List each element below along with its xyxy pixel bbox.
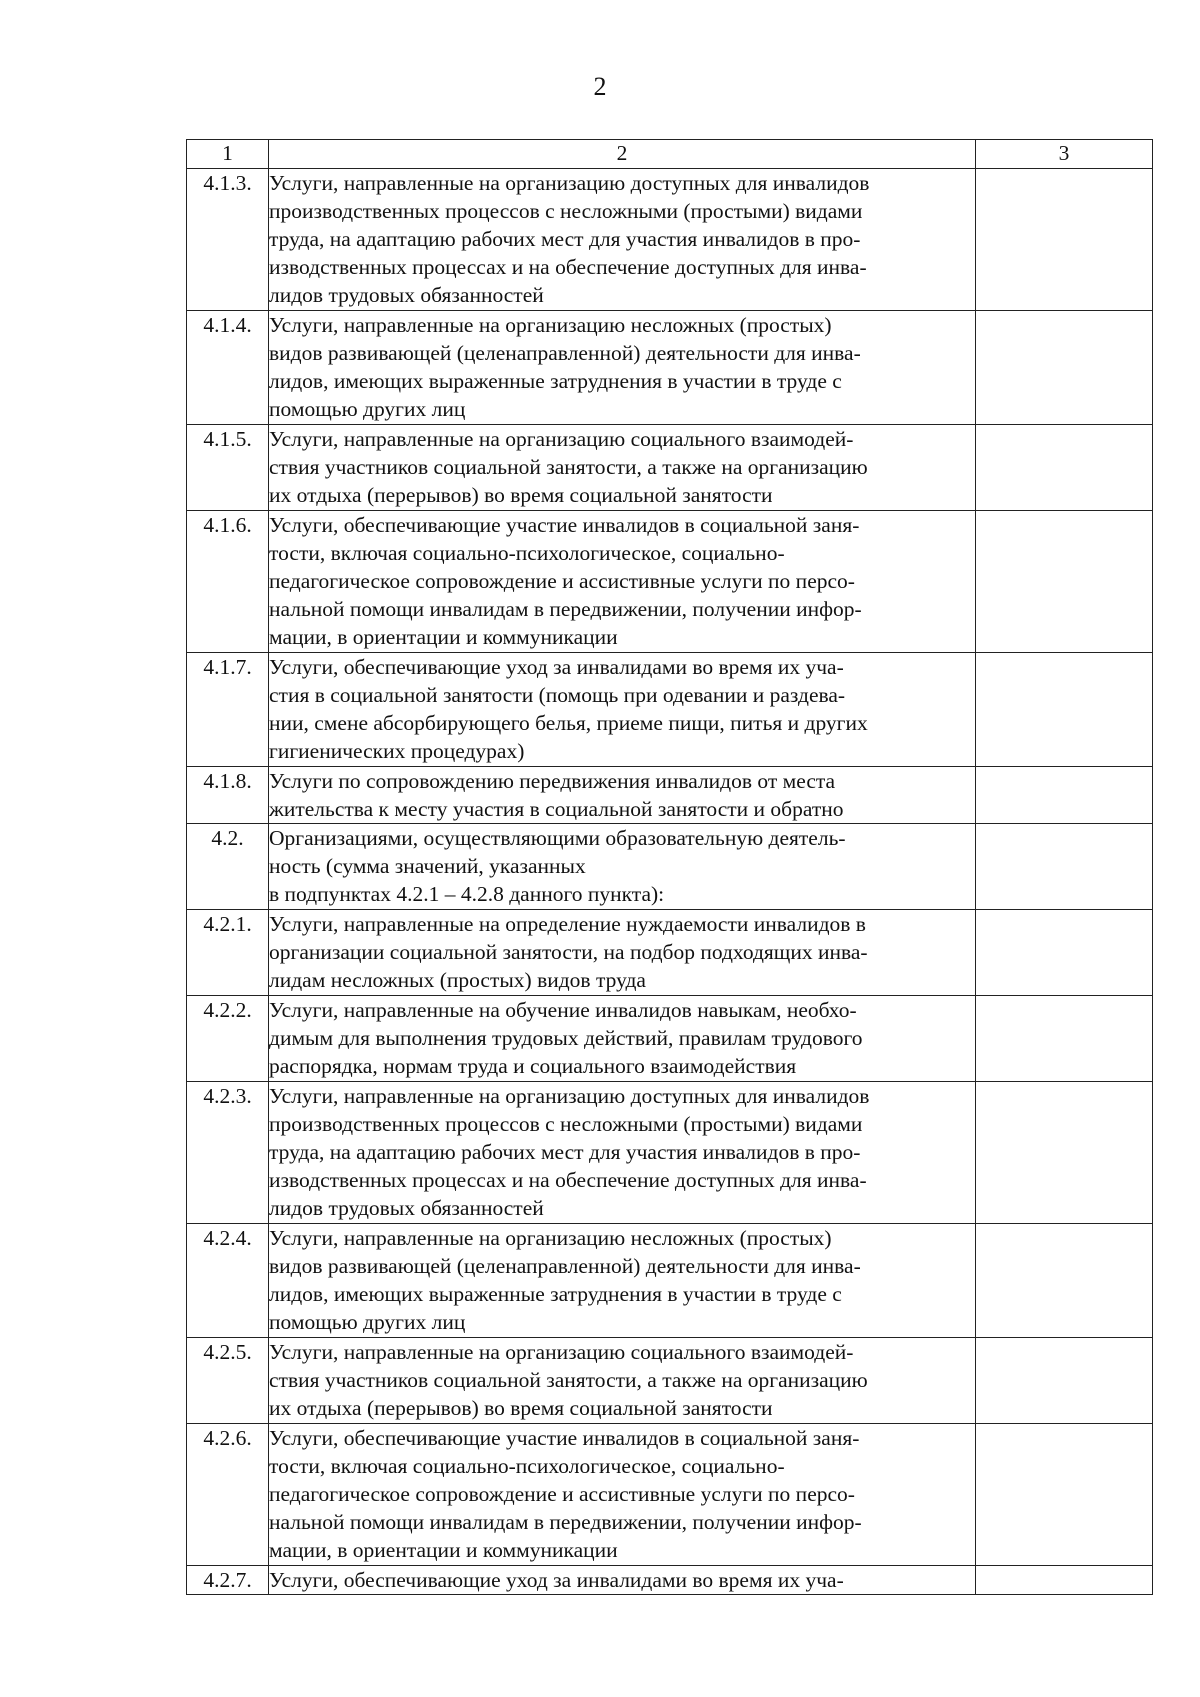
item-value-cell [976, 1566, 1153, 1595]
table-row [187, 425, 1153, 511]
description-line: тости, включая социально-психологическое, социально- [269, 1454, 785, 1478]
table-row [187, 1424, 1153, 1566]
description-line: лидов, имеющих выраженные затруднения в участии в труде с [269, 1282, 842, 1306]
item-description [269, 767, 976, 824]
description-line: Услуги, обеспечивающие участие инвалидов в социальной заня- [269, 513, 860, 537]
table-row [187, 910, 1153, 996]
description-line: лидов трудовых обязанностей [269, 1196, 544, 1220]
item-number: 4.2.2. [187, 996, 269, 1082]
description-line: лидов, имеющих выраженные затруднения в участии в труде с [269, 369, 842, 393]
table-row [187, 767, 1153, 824]
item-description [269, 824, 976, 910]
item-number: 4.2.6. [187, 1424, 269, 1566]
table-row [187, 1224, 1153, 1338]
item-description [269, 1082, 976, 1224]
description-line: ствия участников социальной занятости, а также на организацию [269, 1368, 868, 1392]
description-line: лидов трудовых обязанностей [269, 283, 544, 307]
item-number: 4.2.4. [187, 1224, 269, 1338]
item-description [269, 425, 976, 511]
description-line: Услуги, обеспечивающие уход за инвалидами во время их уча- [269, 1568, 844, 1592]
description-line: нии, смене абсорбирующего белья, приеме пищи, питья и других [269, 711, 868, 735]
item-number: 4.1.8. [187, 767, 269, 824]
item-value-cell [976, 511, 1153, 653]
item-description [269, 996, 976, 1082]
table-header-row [187, 140, 1153, 169]
description-line: Услуги по сопровождению передвижения инвалидов от места [269, 769, 836, 793]
description-line: видов развивающей (целенаправленной) деятельности для инва- [269, 341, 861, 365]
table-row [187, 311, 1153, 425]
item-description [269, 653, 976, 767]
description-line: их отдыха (перерывов) во время социальной занятости [269, 483, 773, 507]
table-row [187, 1566, 1153, 1595]
item-number: 4.1.4. [187, 311, 269, 425]
page-number: 2 [593, 72, 607, 101]
description-line: Услуги, обеспечивающие участие инвалидов в социальной заня- [269, 1426, 860, 1450]
description-line: помощью других лиц [269, 1310, 466, 1334]
table-row [187, 169, 1153, 311]
table-row [187, 996, 1153, 1082]
description-line: производственных процессов с несложными (простыми) видами [269, 1112, 863, 1136]
description-line: Услуги, обеспечивающие уход за инвалидами во время их уча- [269, 655, 844, 679]
item-description [269, 1566, 976, 1595]
description-line: педагогическое сопровождение и ассистивные услуги по персо- [269, 1482, 855, 1506]
description-line: димым для выполнения трудовых действий, правилам трудового [269, 1026, 863, 1050]
item-description [269, 311, 976, 425]
description-line: гигиенических процедурах) [269, 739, 525, 763]
description-line: Организациями, осуществляющими образовательную деятель- [269, 826, 846, 850]
description-line: лидам несложных (простых) видов труда [269, 968, 646, 992]
table-row [187, 653, 1153, 767]
item-number: 4.1.6. [187, 511, 269, 653]
column-header-1: 1 [187, 140, 269, 169]
description-line: нальной помощи инвалидам в передвижении, получении инфор- [269, 597, 862, 621]
description-line: мации, в ориентации и коммуникации [269, 625, 618, 649]
column-header-2: 2 [269, 140, 976, 169]
table-row [187, 1338, 1153, 1424]
description-line: труда, на адаптацию рабочих мест для участия инвалидов в про- [269, 1140, 861, 1164]
item-value-cell [976, 1224, 1153, 1338]
table-row [187, 1082, 1153, 1224]
table-row [187, 824, 1153, 910]
description-line: Услуги, направленные на организацию несложных (простых) [269, 313, 832, 337]
item-number: 4.2.1. [187, 910, 269, 996]
description-line: видов развивающей (целенаправленной) деятельности для инва- [269, 1254, 861, 1278]
description-line: Услуги, направленные на организацию несложных (простых) [269, 1226, 832, 1250]
item-description [269, 1224, 976, 1338]
table-body [187, 169, 1153, 1595]
description-line: Услуги, направленные на организацию доступных для инвалидов [269, 1084, 870, 1108]
table-row [187, 511, 1153, 653]
description-line: изводственных процессах и на обеспечение доступных для инва- [269, 255, 867, 279]
item-description [269, 511, 976, 653]
item-description [269, 1424, 976, 1566]
item-value-cell [976, 1338, 1153, 1424]
description-line: их отдыха (перерывов) во время социальной занятости [269, 1396, 773, 1420]
item-number: 4.2.7. [187, 1566, 269, 1595]
description-line: Услуги, направленные на организацию доступных для инвалидов [269, 171, 870, 195]
item-number: 4.1.5. [187, 425, 269, 511]
item-value-cell [976, 996, 1153, 1082]
item-number: 4.2.5. [187, 1338, 269, 1424]
description-line: тости, включая социально-психологическое, социально- [269, 541, 785, 565]
column-header-3: 3 [976, 140, 1153, 169]
description-line: ность (сумма значений, указанных [269, 854, 586, 878]
description-line: Услуги, направленные на обучение инвалидов навыкам, необхо- [269, 998, 857, 1022]
item-number: 4.1.3. [187, 169, 269, 311]
item-number: 4.2.3. [187, 1082, 269, 1224]
item-value-cell [976, 311, 1153, 425]
description-line: организации социальной занятости, на подбор подходящих инва- [269, 940, 868, 964]
description-line: Услуги, направленные на организацию социального взаимодей- [269, 1340, 854, 1364]
item-value-cell [976, 767, 1153, 824]
description-line: Услуги, направленные на определение нуждаемости инвалидов в [269, 912, 866, 936]
description-line: Услуги, направленные на организацию социального взаимодей- [269, 427, 854, 451]
item-value-cell [976, 425, 1153, 511]
item-value-cell [976, 653, 1153, 767]
item-value-cell [976, 824, 1153, 910]
description-line: производственных процессов с несложными (простыми) видами [269, 199, 863, 223]
item-description [269, 169, 976, 311]
description-line: мации, в ориентации и коммуникации [269, 1538, 618, 1562]
item-value-cell [976, 910, 1153, 996]
description-line: труда, на адаптацию рабочих мест для участия инвалидов в про- [269, 227, 861, 251]
description-line: распорядка, нормам труда и социального взаимодействия [269, 1054, 797, 1078]
description-line: ствия участников социальной занятости, а также на организацию [269, 455, 868, 479]
description-line: стия в социальной занятости (помощь при одевании и раздева- [269, 683, 846, 707]
description-line: нальной помощи инвалидам в передвижении, получении инфор- [269, 1510, 862, 1534]
description-line: жительства к месту участия в социальной занятости и обратно [269, 797, 844, 821]
item-number: 4.2. [187, 824, 269, 910]
item-value-cell [976, 1082, 1153, 1224]
description-line: педагогическое сопровождение и ассистивные услуги по персо- [269, 569, 855, 593]
description-line: помощью других лиц [269, 397, 466, 421]
item-description [269, 1338, 976, 1424]
description-line: в подпунктах 4.2.1 – 4.2.8 данного пункта): [269, 882, 665, 906]
item-value-cell [976, 1424, 1153, 1566]
item-number: 4.1.7. [187, 653, 269, 767]
item-value-cell [976, 169, 1153, 311]
description-line: изводственных процессах и на обеспечение доступных для инва- [269, 1168, 867, 1192]
services-table [186, 139, 1153, 1595]
item-description [269, 910, 976, 996]
